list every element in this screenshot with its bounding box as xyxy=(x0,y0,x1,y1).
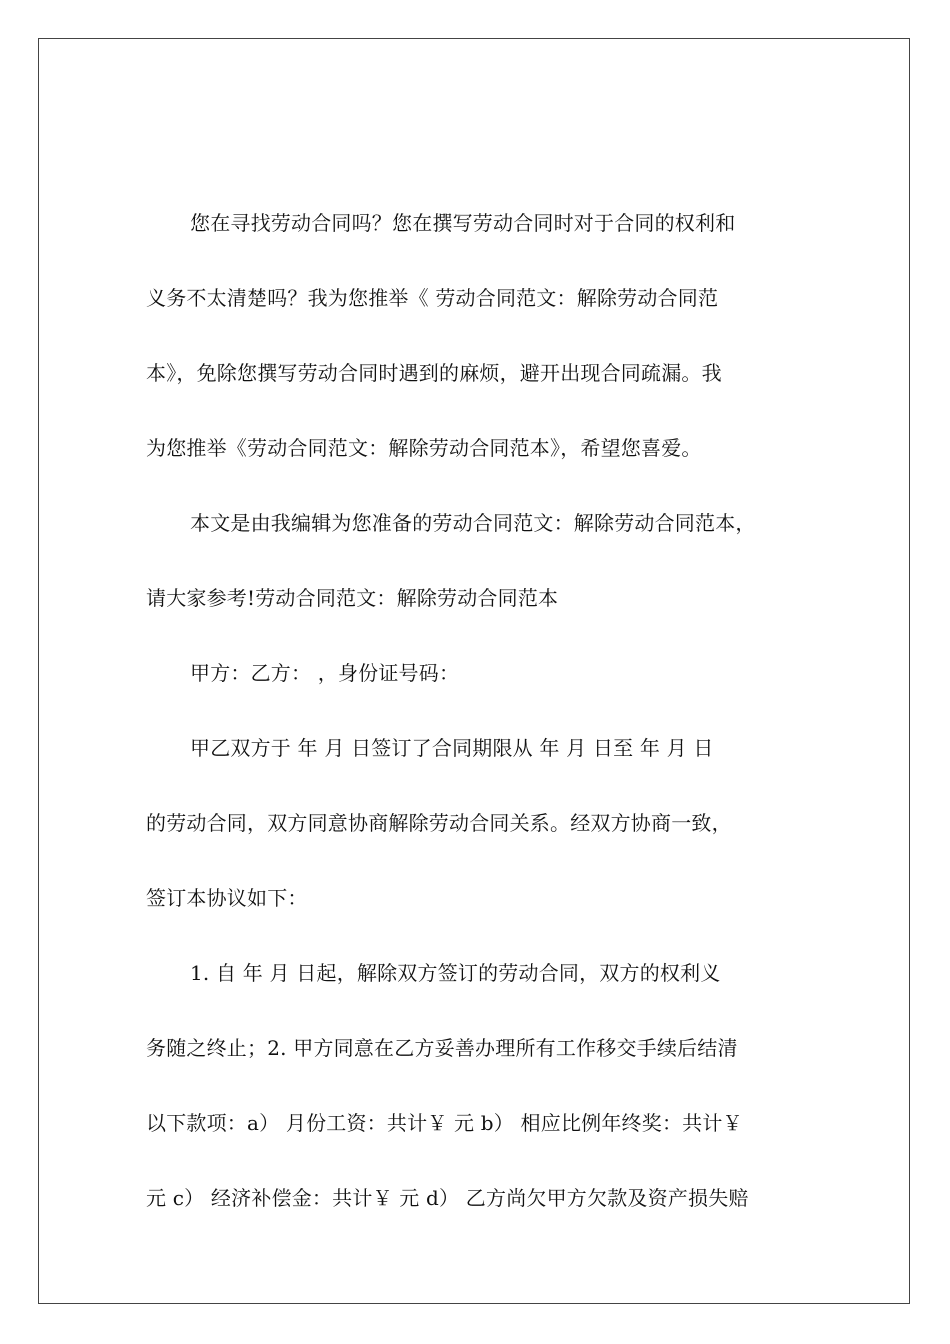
clause-line-4: 元 c） 经济补偿金：共计￥ 元 d） 乙方尚欠甲方欠款及资产损失赔 xyxy=(146,1186,749,1210)
clause-line-1: 1. 自 年 月 日起，解除双方签订的劳动合同，双方的权利义 xyxy=(190,961,721,985)
paragraph-intro-line-4: 为您推举《劳动合同范文：解除劳动合同范本》，希望您喜爱。 xyxy=(146,436,702,460)
paragraph-intro-line-1: 您在寻找劳动合同吗？您在撰写劳动合同时对于合同的权利和 xyxy=(190,211,736,235)
agreement-preamble-line-3: 签订本协议如下： xyxy=(146,886,308,910)
paragraph-intro-line-3: 本》，免除您撰写劳动合同时遇到的麻烦，避开出现合同疏漏。我 xyxy=(146,361,722,385)
document-body xyxy=(146,205,806,1255)
paragraph-editor-note-line-2: 请大家参考!劳动合同范文：解除劳动合同范本 xyxy=(146,586,559,610)
paragraph-editor-note-line-1: 本文是由我编辑为您准备的劳动合同范文：解除劳动合同范本， xyxy=(190,511,756,535)
agreement-preamble-line-2: 的劳动合同，双方同意协商解除劳动合同关系。经双方协商一致， xyxy=(146,811,732,835)
clause-line-2: 务随之终止；2. 甲方同意在乙方妥善办理所有工作移交手续后结清 xyxy=(146,1036,738,1060)
parties-line: 甲方：乙方： ，身份证号码： xyxy=(190,661,460,685)
clause-line-3: 以下款项：a） 月份工资：共计￥ 元 b） 相应比例年终奖：共计￥ xyxy=(146,1111,743,1135)
agreement-preamble-line-1: 甲乙双方于 年 月 日签订了合同期限从 年 月 日至 年 月 日 xyxy=(190,736,714,760)
paragraph-intro-line-2: 义务不太清楚吗？我为您推举《 劳动合同范文：解除劳动合同范 xyxy=(146,286,719,310)
